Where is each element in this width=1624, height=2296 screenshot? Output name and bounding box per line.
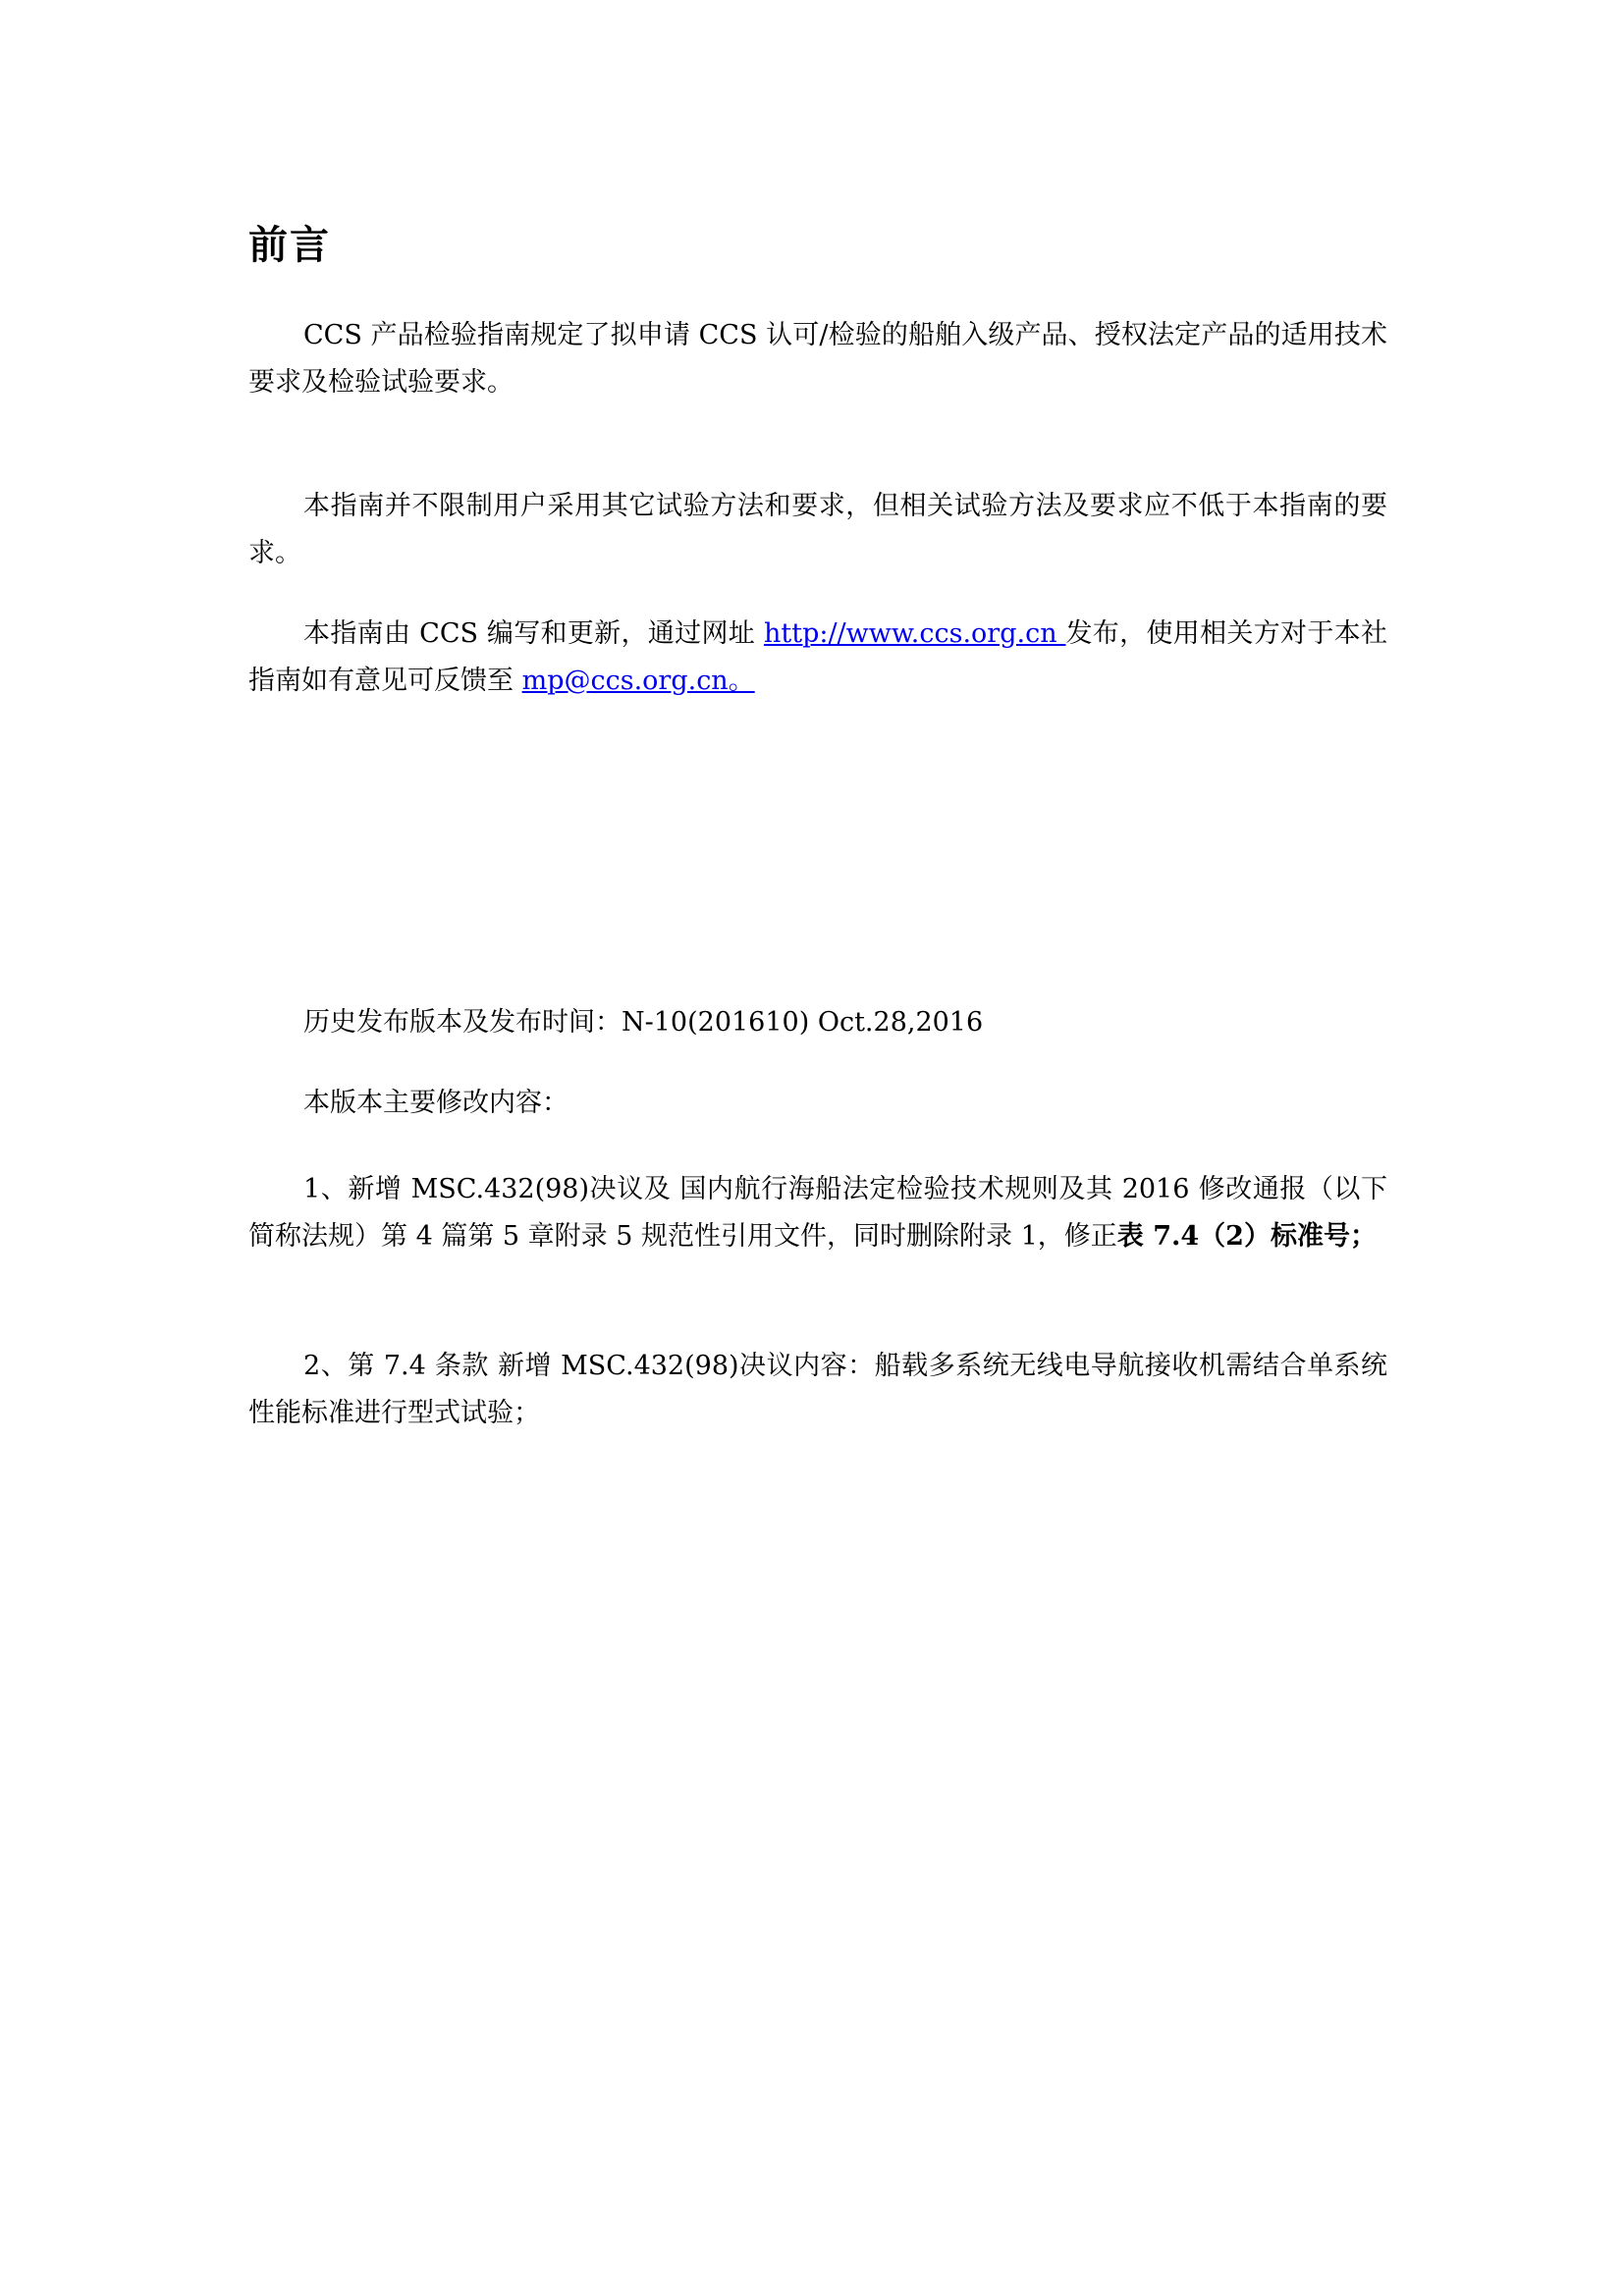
release-history-line: 历史发布版本及发布时间：N-10(201610) Oct.28,2016 <box>303 1007 984 1038</box>
changes-title: 本版本主要修改内容： <box>303 1088 568 1118</box>
change-item-1-bold: 表 7.4（2）标准号； <box>1116 1221 1377 1252</box>
change-item-1-text: 1、新增 MSC.432(98)决议及 国内航行海船法定检验技术规则及其 2016 修改通报（以下简称法规）第 4 篇第 5 章附录 5 规范性引用文件，同时删除附录 1，修正 <box>248 1174 1387 1252</box>
intro-paragraph-1: CCS 产品检验指南规定了拟申请 CCS 认可/检验的船舶入级产品、授权法定产品的适用技术要求及检验试验要求。 <box>248 320 1387 398</box>
change-item-2: 2、第 7.4 条款 新增 MSC.432(98)决议内容：船载多系统无线电导航接收机需结合单系统性能标准进行型式试验； <box>248 1351 1387 1428</box>
page-title: 前言 <box>248 223 331 268</box>
intro-paragraph-3 <box>248 611 1387 705</box>
email-link[interactable]: mp@ccs.org.cn。 <box>521 666 755 696</box>
intro-paragraph-3-text: 本指南由 CCS 编写和更新，通过网址 <box>303 618 764 649</box>
website-link[interactable]: http://www.ccs.org.cn <box>763 618 1066 649</box>
change-item-1 <box>248 1166 1387 1260</box>
intro-paragraph-2: 本指南并不限制用户采用其它试验方法和要求，但相关试验方法及要求应不低于本指南的要求。 <box>248 491 1387 568</box>
intro-paragraph-3-middle: 发布，使用相关方对于本社指南如有意见可反馈至 <box>248 618 1387 696</box>
